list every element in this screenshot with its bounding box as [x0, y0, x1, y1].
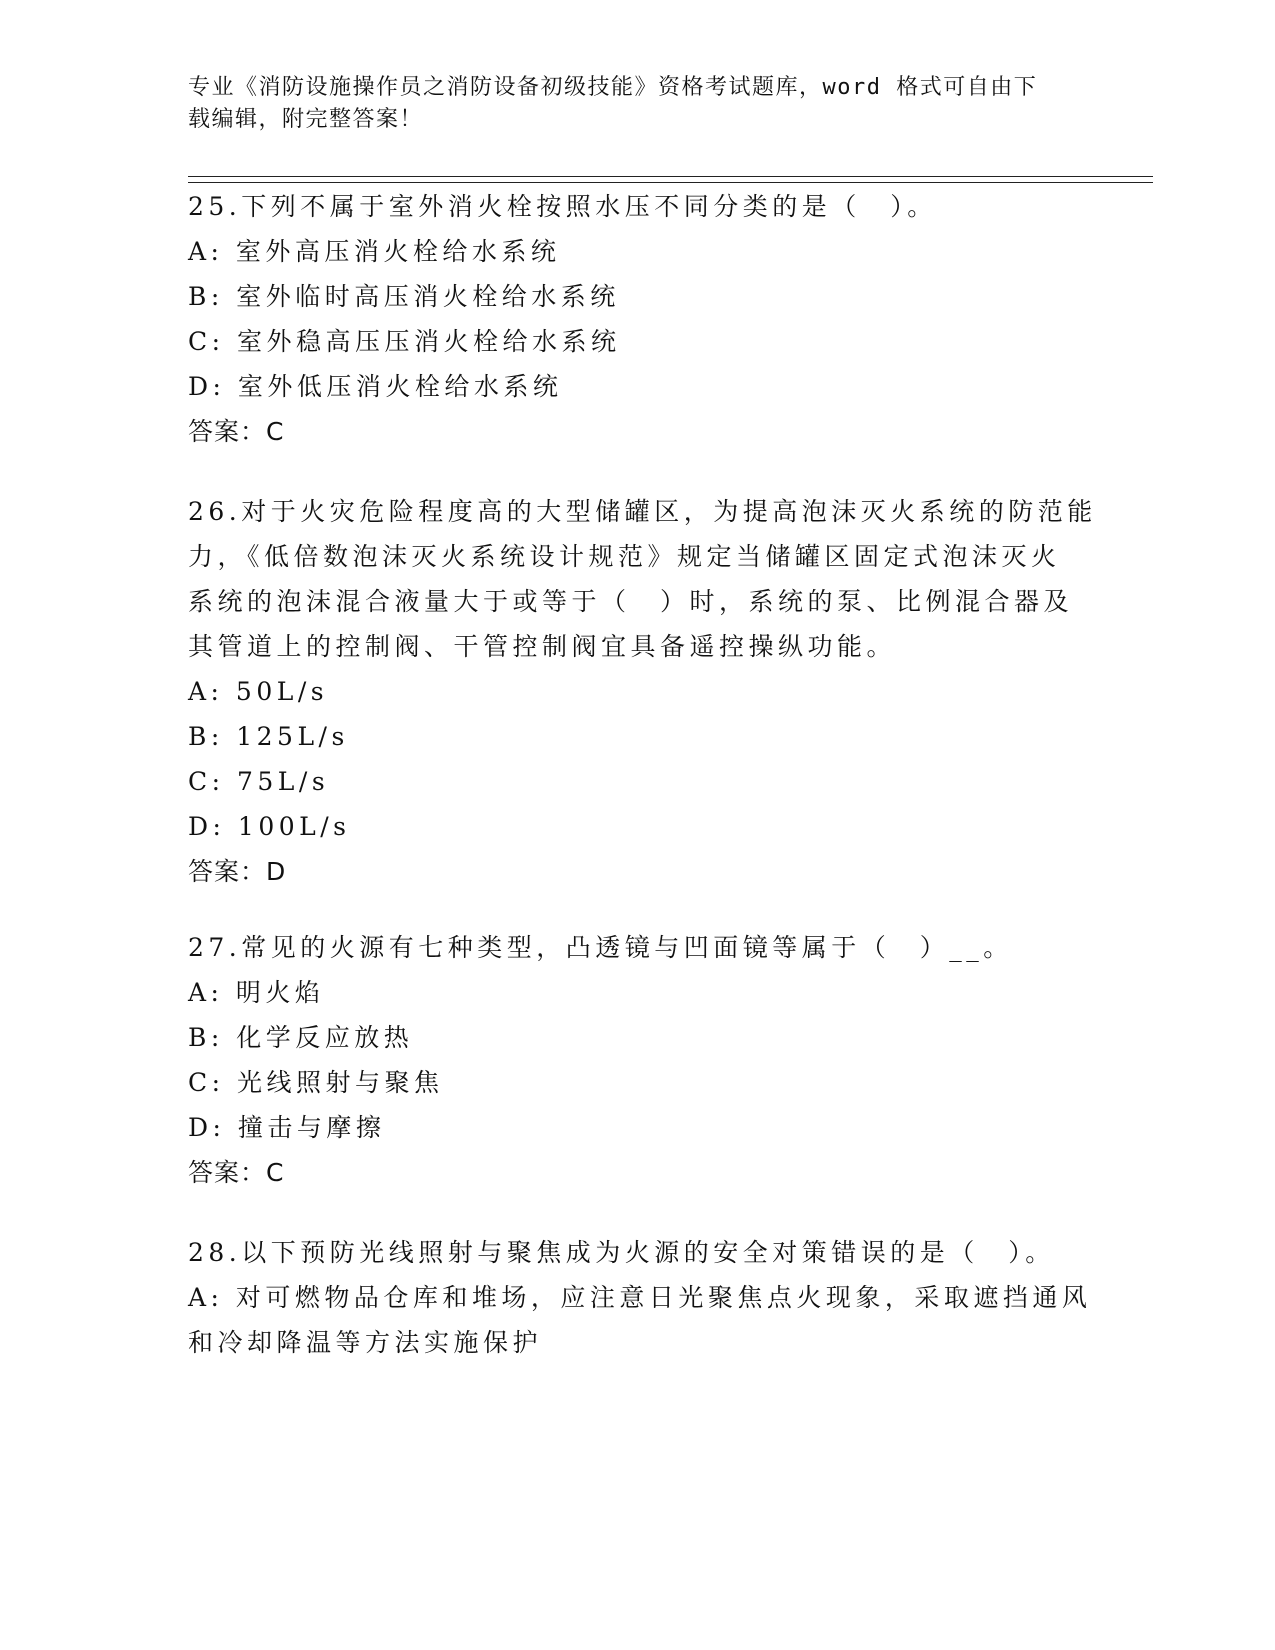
option-a-line-1: A: 对可燃物品仓库和堆场，应注意日光聚焦点火现象，采取遮挡通风: [188, 1283, 1092, 1312]
question-28: [188, 1230, 1092, 1365]
header-line-2: 载编辑，附完整答案！: [188, 107, 424, 132]
document-header: [188, 72, 1068, 136]
header-line-1: 专业《消防设施操作员之消防设备初级技能》资格考试题库，word 格式可自由下: [188, 75, 1038, 100]
question-25: [188, 184, 1068, 454]
question-stem-line-4: 其管道上的控制阀、干管控制阀宜具备遥控操纵功能。: [188, 632, 897, 661]
option-d: D: 室外低压消火栓给水系统: [188, 372, 563, 401]
option-d: D: 100L/s: [188, 812, 351, 841]
option-b: B: 室外临时高压消火栓给水系统: [188, 282, 620, 311]
option-c: C: 75L/s: [188, 767, 330, 796]
question-stem: 25.下列不属于室外消火栓按照水压不同分类的是（ ）。: [188, 192, 937, 221]
option-a: A: 室外高压消火栓给水系统: [188, 237, 561, 266]
option-d: D: 撞击与摩擦: [188, 1113, 386, 1142]
answer-label: 答案：C: [188, 417, 285, 446]
answer-label: 答案：C: [188, 1158, 285, 1187]
option-b: B: 125L/s: [188, 722, 349, 751]
question-27: [188, 925, 1068, 1195]
question-26: [188, 489, 1097, 894]
question-stem-line-2: 力，《低倍数泡沫灭火系统设计规范》规定当储罐区固定式泡沫灭火: [188, 542, 1061, 571]
question-stem-line-1: 26.对于火灾危险程度高的大型储罐区，为提高泡沫灭火系统的防范能: [188, 497, 1097, 526]
question-stem: 27.常见的火源有七种类型，凸透镜与凹面镜等属于（ ）__。: [188, 933, 1013, 962]
option-a: A: 50L/s: [188, 677, 329, 706]
header-divider-bottom: [188, 182, 1153, 183]
answer-label: 答案：D: [188, 857, 287, 886]
header-divider-top: [188, 176, 1153, 177]
option-c: C: 光线照射与聚焦: [188, 1068, 444, 1097]
option-c: C: 室外稳高压压消火栓给水系统: [188, 327, 621, 356]
option-a: A: 明火焰: [188, 978, 325, 1007]
option-b: B: 化学反应放热: [188, 1023, 414, 1052]
question-stem-line-3: 系统的泡沫混合液量大于或等于（ ）时，系统的泵、比例混合器及: [188, 587, 1074, 616]
option-a-line-2: 和冷却降温等方法实施保护: [188, 1328, 543, 1357]
question-stem: 28.以下预防光线照射与聚焦成为火源的安全对策错误的是（ ）。: [188, 1238, 1055, 1267]
